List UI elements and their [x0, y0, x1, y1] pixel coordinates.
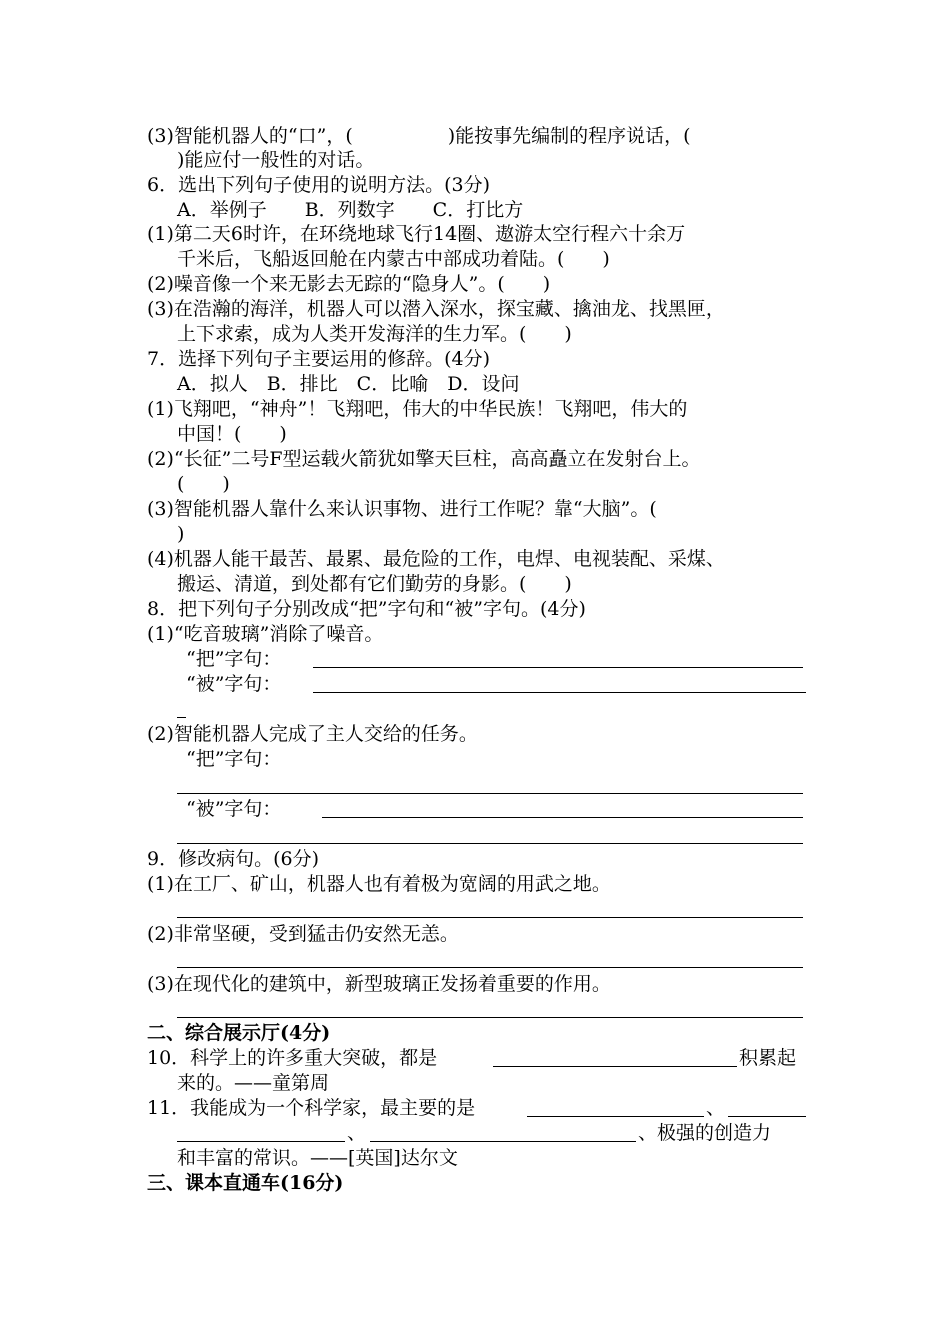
q7-item4-line2: 搬运、清道，到处都有它们勤劳的身影。( )	[177, 573, 572, 595]
q11-blank-2a[interactable]	[728, 1116, 806, 1117]
q8-item1-bei-answer-line-cont[interactable]	[177, 717, 186, 718]
section-2-heading: 二、综合展示厅(4分)	[147, 1022, 331, 1044]
q11-separator-2: 、	[347, 1122, 367, 1144]
q8-item2-bei-label: “被”字句：	[186, 798, 282, 820]
q11-line2-end: 、极强的创造力	[638, 1122, 772, 1144]
q9-item3: (3)在现代化的建筑中，新型玻璃正发扬着重要的作用。	[147, 973, 611, 995]
q7-item3-line1: (3)智能机器人靠什么来认识事物、进行工作呢？靠“大脑”。(	[147, 498, 657, 520]
q9-title: 9．修改病句。(6分)	[147, 848, 320, 870]
q6-item1-line1: (1)第二天6时许，在环绕地球飞行14圈、遨游太空行程六十余万	[147, 223, 686, 245]
q9-item3-answer-line[interactable]	[177, 1017, 803, 1018]
q6-item1-line2: 千米后，飞船返回舱在内蒙古中部成功着陆。( )	[177, 248, 610, 270]
q8-item1: (1)“吃音玻璃”消除了噪音。	[147, 623, 384, 645]
q7-item1-line1: (1)飞翔吧，“神舟”！飞翔吧，伟大的中华民族！飞翔吧，伟大的	[147, 398, 688, 420]
q10-line2: 来的。——童第周	[177, 1072, 330, 1094]
q6-options: A．举例子 B．列数字 C．打比方	[177, 199, 524, 221]
q5-item3-line1: (3)智能机器人的“口”，( )能按事先编制的程序说话，(	[147, 125, 691, 147]
q7-item2-line1: (2)“长征”二号F型运载火箭犹如擎天巨柱，高高矗立在发射台上。	[147, 448, 701, 470]
q8-item2-ba-answer-line[interactable]	[177, 793, 803, 794]
q6-item3-line1: (3)在浩瀚的海洋，机器人可以潜入深水，探宝藏、擒油龙、找黑匣，	[147, 298, 725, 320]
q8-item2: (2)智能机器人完成了主人交给的任务。	[147, 723, 478, 745]
q7-item3-line2: )	[177, 523, 185, 545]
q8-item1-ba-label: “把”字句：	[186, 648, 282, 670]
q8-title: 8．把下列句子分别改成“把”字句和“被”字句。(4分)	[147, 598, 586, 620]
q7-title: 7．选择下列句子主要运用的修辞。(4分)	[147, 348, 491, 370]
q8-item2-bei-answer-line[interactable]	[322, 817, 803, 818]
q7-item2-line2: ( )	[177, 473, 230, 495]
q5-item3-line2: )能应付一般性的对话。	[177, 149, 375, 171]
q11-blank-2b[interactable]	[177, 1141, 345, 1142]
q11-blank-1[interactable]	[527, 1116, 704, 1117]
q7-item4-line1: (4)机器人能干最苦、最累、最危险的工作，电焊、电视装配、采煤、	[147, 548, 725, 570]
q6-item2: (2)噪音像一个来无影去无踪的“隐身人”。( )	[147, 273, 551, 295]
q9-item2: (2)非常坚硬，受到猛击仍安然无恙。	[147, 923, 459, 945]
q11-separator-1: 、	[706, 1097, 726, 1119]
q11-line1-start: 11．我能成为一个科学家，最主要的是	[147, 1097, 476, 1119]
q10-line1-end: 积累起	[739, 1047, 797, 1069]
q11-line3: 和丰富的常识。——[英国]达尔文	[177, 1147, 458, 1169]
q11-blank-3[interactable]	[370, 1141, 636, 1142]
q6-item3-line2: 上下求索，成为人类开发海洋的生力军。( )	[177, 323, 572, 345]
q8-item2-bei-answer-line-2[interactable]	[177, 843, 803, 844]
q10-blank[interactable]	[493, 1066, 737, 1067]
q8-item1-ba-answer-line[interactable]	[313, 667, 803, 668]
q9-item1: (1)在工厂、矿山，机器人也有着极为宽阔的用武之地。	[147, 873, 611, 895]
q10-line1-start: 10．科学上的许多重大突破，都是	[147, 1047, 438, 1069]
q9-item2-answer-line[interactable]	[177, 967, 803, 968]
q8-item1-bei-label: “被”字句：	[186, 673, 282, 695]
q8-item1-bei-answer-line[interactable]	[313, 692, 806, 693]
q8-item2-ba-label: “把”字句：	[186, 748, 282, 770]
section-3-heading: 三、课本直通车(16分)	[147, 1172, 344, 1194]
q9-item1-answer-line[interactable]	[177, 917, 803, 918]
q7-options: A．拟人 B．排比 C．比喻 D．设问	[177, 373, 520, 395]
q7-item1-line2: 中国！( )	[177, 423, 287, 445]
q6-title: 6．选出下列句子使用的说明方法。(3分)	[147, 174, 491, 196]
